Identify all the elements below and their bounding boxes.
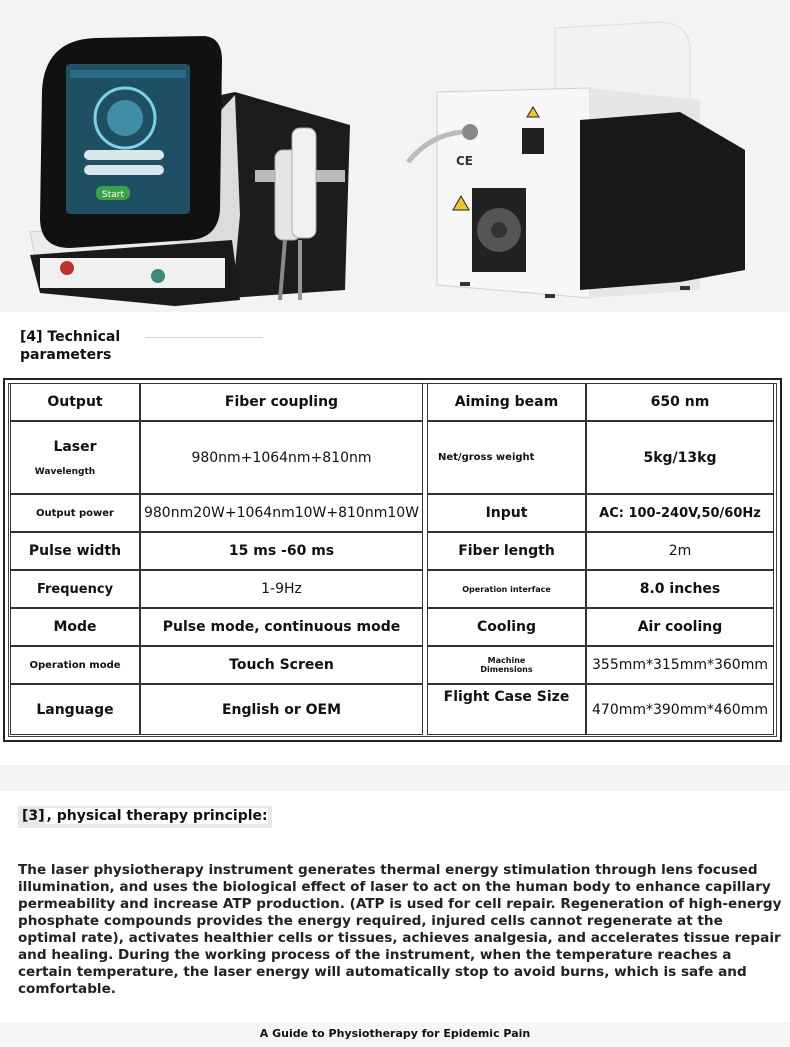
- input-value: AC: 100-240V,50/60Hz: [586, 494, 774, 532]
- input-label: Input: [427, 494, 586, 532]
- screen-start-text: Start: [102, 190, 124, 200]
- weight-value: 5kg/13kg: [586, 421, 774, 494]
- principle-heading: [18, 806, 272, 828]
- product-photos-svg: [0, 0, 790, 312]
- dimensions-label: Dimensions: [480, 665, 533, 674]
- aiming-beam-label: Aiming beam: [427, 383, 586, 421]
- output-value: Fiber coupling: [140, 383, 423, 421]
- machine-dimensions-label: [427, 646, 586, 684]
- operation-interface-label: Operation interface: [427, 570, 586, 608]
- cooling-value: Air cooling: [586, 608, 774, 646]
- technical-parameters-heading: [4] Technical parameters: [20, 329, 121, 363]
- weight-label: Net/gross weight: [427, 421, 586, 494]
- cooling-label: Cooling: [427, 608, 586, 646]
- language-label: Language: [10, 684, 140, 735]
- product-photos: [0, 0, 790, 312]
- machine-dimensions-value: 355mm*315mm*360mm: [586, 646, 774, 684]
- flight-case-value: 470mm*390mm*460mm: [586, 684, 774, 735]
- fiber-length-label: Fiber length: [427, 532, 586, 570]
- output-label: Output: [10, 383, 140, 421]
- wavelength-value: 980nm+1064nm+810nm: [140, 421, 423, 494]
- principle-heading-title: , physical therapy principle:: [46, 808, 268, 824]
- fiber-length-value: 2m: [586, 532, 774, 570]
- laser-wavelength-label: [10, 421, 140, 494]
- footer-caption: A Guide to Physiotherapy for Epidemic Pain: [259, 1027, 531, 1040]
- heading-divider: [145, 337, 263, 338]
- output-power-label: Output power: [10, 494, 140, 532]
- operation-interface-value: 8.0 inches: [586, 570, 774, 608]
- aiming-beam-value: 650 nm: [586, 383, 774, 421]
- principle-paragraph: The laser physiotherapy instrument generates thermal energy stimulation through lens focused illumination, and uses the biological effect of laser to act on the human body to enhance capillary permeability and increase ATP production. (ATP is used for cell repair. Regeneration of high-energy phosphate compounds provides the energy required, injured cells cannot regenerate at the optimal rate), activates healthier cells or tissues, achieves analgesia, and accelerates tissue repair and healing. During the working process of the instrument, when the temperature reaches a certain temperature, the laser energy will automatically stop to avoid burns, which is safe and comfortable.: [18, 862, 782, 997]
- pulse-width-label: Pulse width: [10, 532, 140, 570]
- machine-label: Machine: [487, 656, 526, 665]
- device-back-image: [408, 22, 745, 298]
- flight-case-label: Flight Case Size: [427, 684, 586, 735]
- language-value: English or OEM: [140, 684, 423, 735]
- frequency-label: Frequency: [10, 570, 140, 608]
- frequency-value: 1-9Hz: [140, 570, 423, 608]
- mode-label: Mode: [10, 608, 140, 646]
- operation-mode-value: Touch Screen: [140, 646, 423, 684]
- laser-label: Laser: [53, 438, 97, 455]
- wavelength-label: Wavelength: [34, 466, 96, 477]
- pulse-width-value: 15 ms -60 ms: [140, 532, 423, 570]
- section-separator: [0, 765, 790, 791]
- operation-mode-label: Operation mode: [10, 646, 140, 684]
- mode-value: Pulse mode, continuous mode: [140, 608, 423, 646]
- output-power-value: 980nm20W+1064nm10W+810nm10W: [140, 494, 423, 532]
- ce-mark-icon: CE: [456, 154, 474, 168]
- device-front-image: [30, 36, 350, 306]
- principle-heading-number: [3]: [22, 808, 45, 824]
